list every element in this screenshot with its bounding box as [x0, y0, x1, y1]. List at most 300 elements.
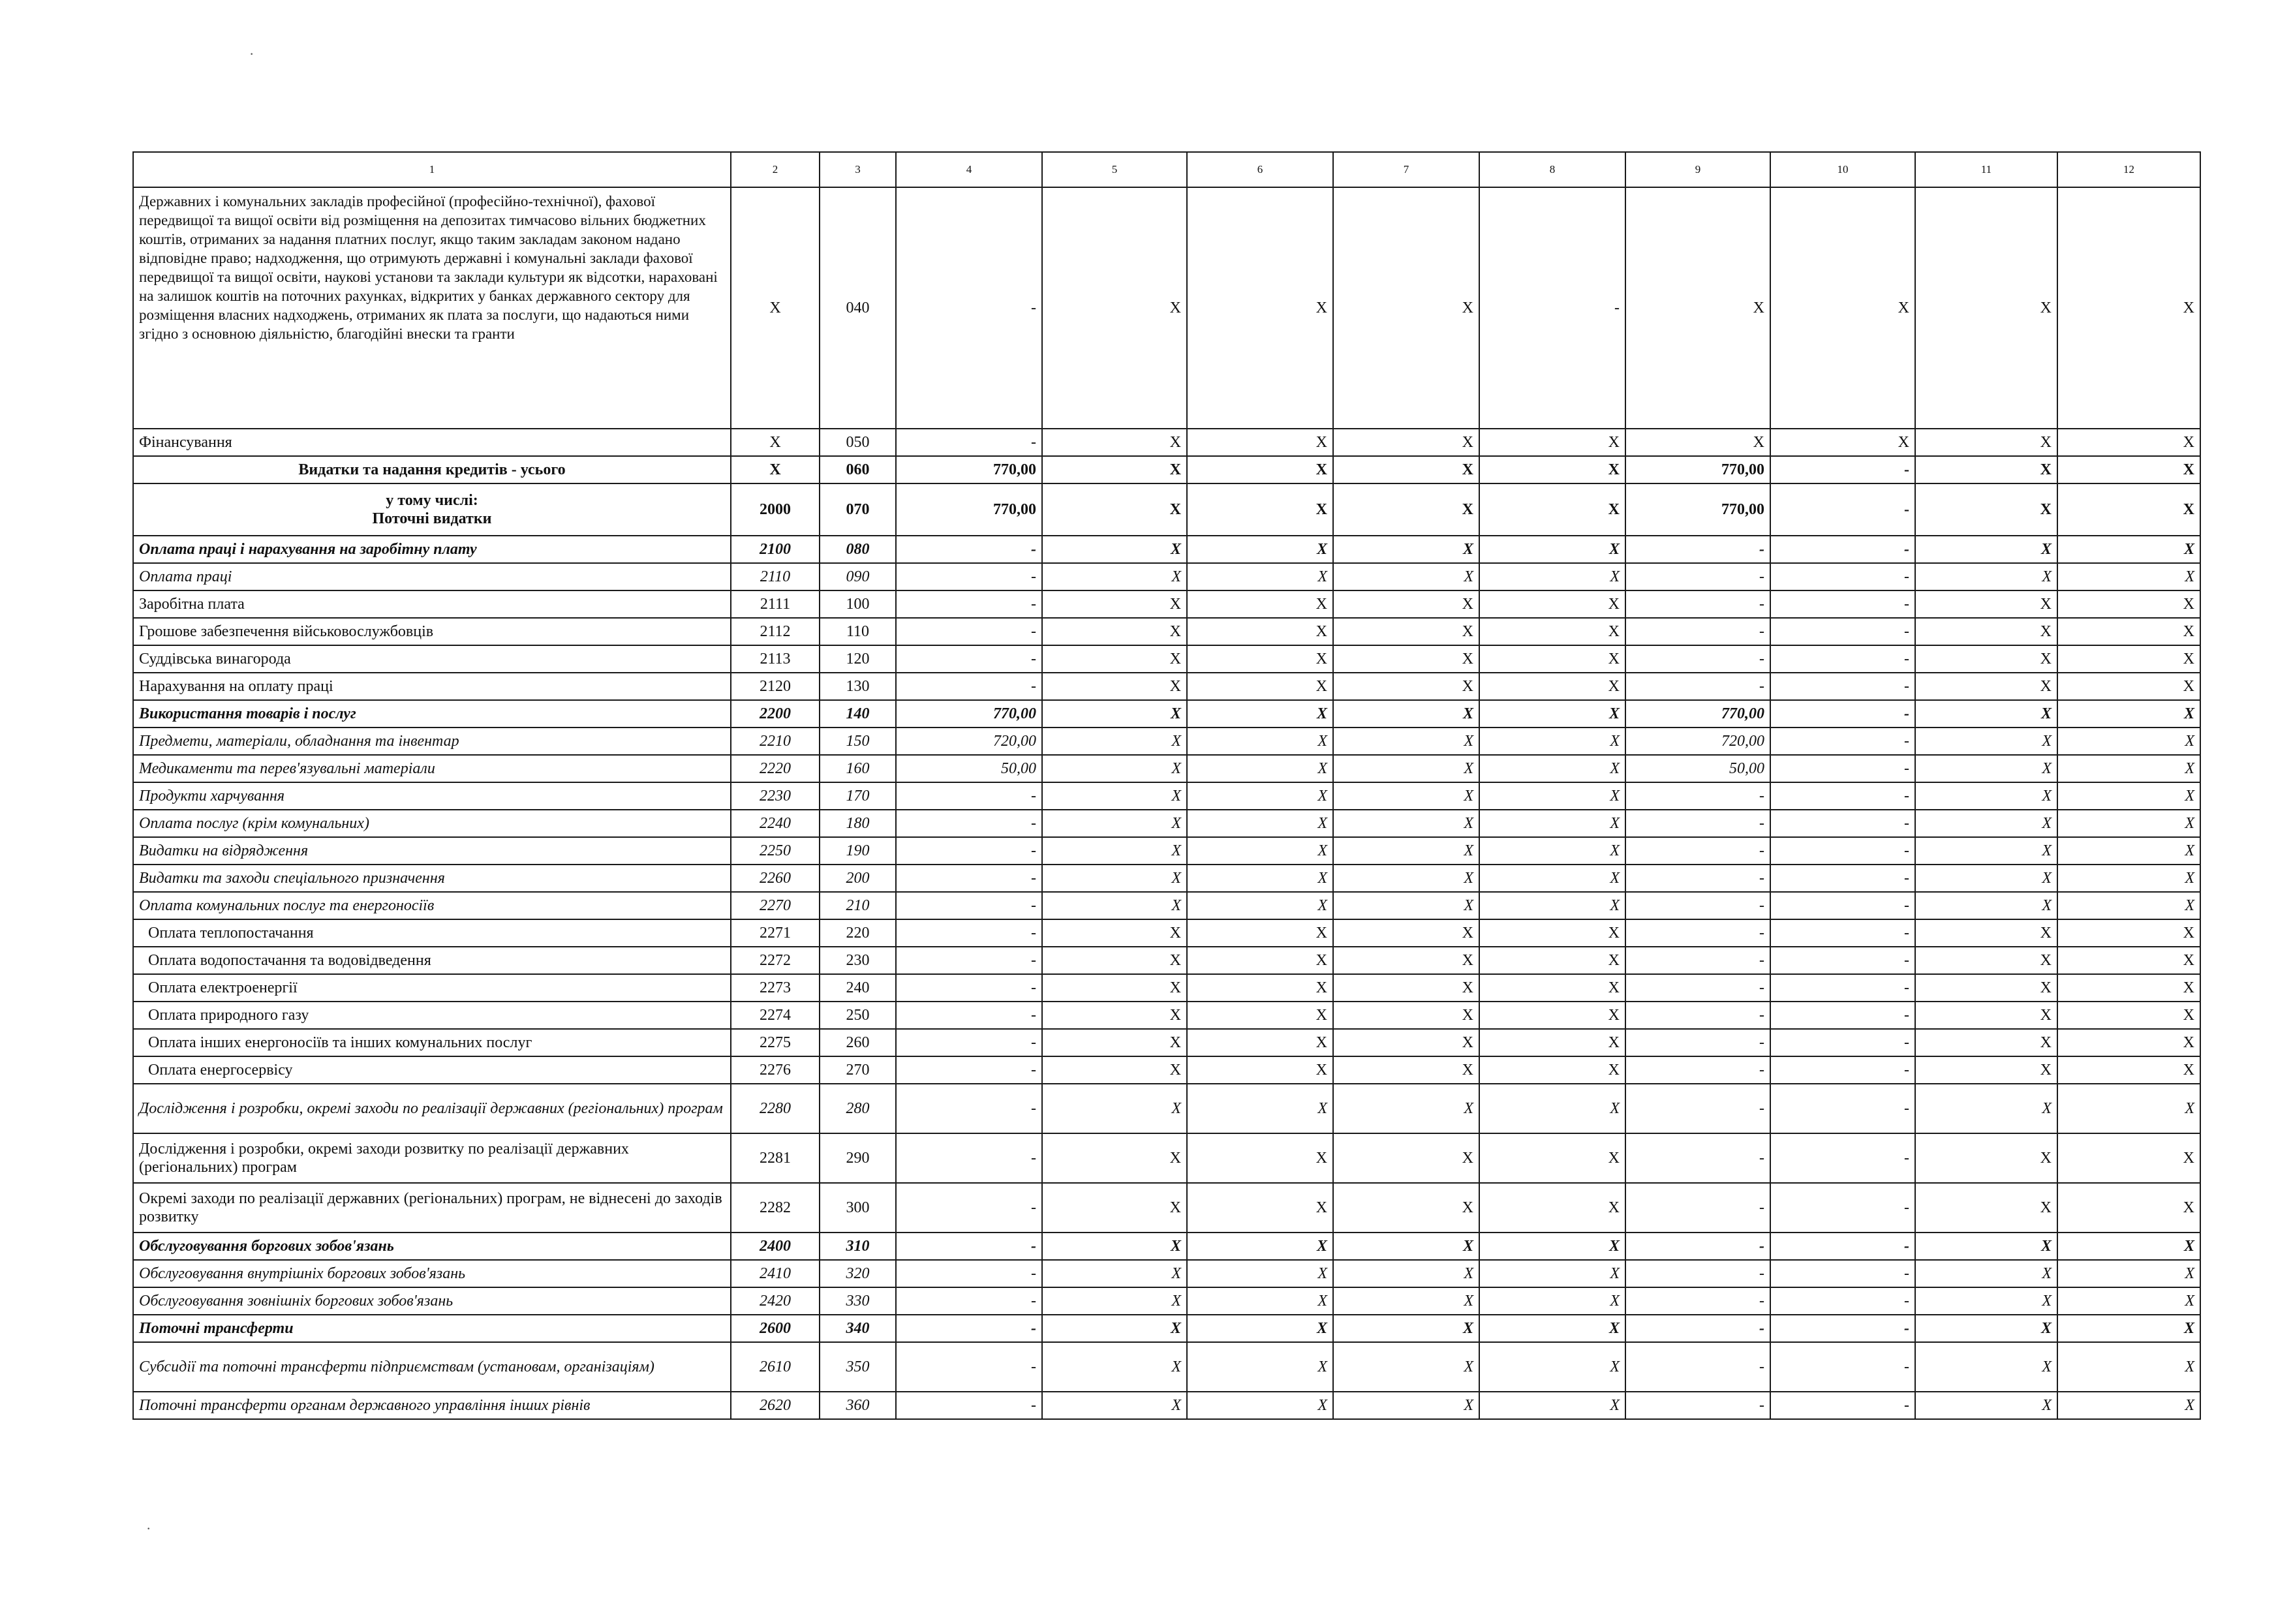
cell-c12: X: [2057, 1133, 2200, 1183]
cell-c8: X: [1479, 483, 1625, 536]
cell-c10: -: [1770, 728, 1915, 755]
cell-c8: X: [1479, 645, 1625, 673]
cell-c6: X: [1187, 892, 1333, 919]
cell-c8: X: [1479, 590, 1625, 618]
cell-c7: X: [1333, 673, 1479, 700]
cell-c11: X: [1915, 728, 2057, 755]
row-name-cell: [133, 187, 731, 429]
cell-code: 2272: [731, 947, 820, 974]
row-name: Оплата праці: [139, 568, 232, 585]
cell-c12: X: [2057, 1029, 2200, 1056]
cell-c9: -: [1625, 1133, 1770, 1183]
cell-line: 120: [820, 645, 896, 673]
cell-code: 2273: [731, 974, 820, 1002]
cell-c11: X: [1915, 618, 2057, 645]
cell-c7: X: [1333, 1002, 1479, 1029]
row-name-cell: [133, 947, 731, 974]
row-name: Медикаменти та перев'язувальні матеріали: [139, 760, 435, 777]
cell-c7: X: [1333, 536, 1479, 563]
cell-c4: -: [896, 1056, 1042, 1084]
cell-c5: X: [1042, 865, 1187, 892]
table-row: [133, 673, 2200, 700]
table-row: [133, 1342, 2200, 1392]
cell-code: X: [731, 429, 820, 456]
cell-line: 130: [820, 673, 896, 700]
cell-c6: X: [1187, 919, 1333, 947]
cell-c7: X: [1333, 837, 1479, 865]
cell-code: 2410: [731, 1260, 820, 1287]
row-name-cell: [133, 563, 731, 590]
cell-c10: -: [1770, 1183, 1915, 1233]
cell-c6: X: [1187, 837, 1333, 865]
cell-line: 250: [820, 1002, 896, 1029]
cell-c10: -: [1770, 483, 1915, 536]
cell-code: 2400: [731, 1233, 820, 1260]
cell-code: 2200: [731, 700, 820, 728]
row-name-cell: [133, 1133, 731, 1183]
cell-c10: -: [1770, 974, 1915, 1002]
cell-c12: X: [2057, 947, 2200, 974]
cell-c5: X: [1042, 456, 1187, 483]
cell-c9: -: [1625, 865, 1770, 892]
cell-c4: -: [896, 1233, 1042, 1260]
cell-line: 230: [820, 947, 896, 974]
cell-c4: -: [896, 536, 1042, 563]
cell-code: 2282: [731, 1183, 820, 1233]
cell-c12: X: [2057, 892, 2200, 919]
cell-c12: X: [2057, 456, 2200, 483]
cell-c4: 770,00: [896, 700, 1042, 728]
cell-line: 140: [820, 700, 896, 728]
cell-c9: 770,00: [1625, 700, 1770, 728]
cell-c12: X: [2057, 810, 2200, 837]
cell-c5: X: [1042, 590, 1187, 618]
table-row: [133, 755, 2200, 782]
cell-c10: -: [1770, 456, 1915, 483]
cell-c4: -: [896, 974, 1042, 1002]
row-name: Оплата праці і нарахування на заробітну плату: [139, 541, 477, 558]
cell-c11: X: [1915, 1342, 2057, 1392]
row-name-cell: [133, 728, 731, 755]
cell-c9: -: [1625, 1233, 1770, 1260]
cell-c8: X: [1479, 1084, 1625, 1133]
table-row: [133, 810, 2200, 837]
table-row: [133, 187, 2200, 429]
cell-line: 150: [820, 728, 896, 755]
cell-c7: X: [1333, 865, 1479, 892]
cell-c11: X: [1915, 429, 2057, 456]
cell-c6: X: [1187, 456, 1333, 483]
header-cell: 5: [1042, 152, 1187, 187]
cell-c10: -: [1770, 673, 1915, 700]
row-name: Оплата комунальних послуг та енергоносіїв: [139, 897, 435, 914]
cell-c5: X: [1042, 618, 1187, 645]
cell-c11: X: [1915, 810, 2057, 837]
cell-c9: -: [1625, 1056, 1770, 1084]
cell-c7: X: [1333, 1287, 1479, 1315]
header-cell: 6: [1187, 152, 1333, 187]
cell-c7: X: [1333, 1183, 1479, 1233]
cell-c10: -: [1770, 1342, 1915, 1392]
cell-c4: -: [896, 919, 1042, 947]
cell-c4: -: [896, 837, 1042, 865]
cell-c7: X: [1333, 563, 1479, 590]
cell-c12: X: [2057, 618, 2200, 645]
table-row: [133, 1029, 2200, 1056]
cell-c5: X: [1042, 728, 1187, 755]
cell-c11: X: [1915, 782, 2057, 810]
cell-c5: X: [1042, 810, 1187, 837]
cell-c4: -: [896, 1287, 1042, 1315]
row-name: Оплата теплопостачання: [148, 925, 314, 942]
table-row: [133, 1315, 2200, 1342]
cell-c10: -: [1770, 590, 1915, 618]
cell-line: 240: [820, 974, 896, 1002]
cell-c11: X: [1915, 536, 2057, 563]
cell-c7: X: [1333, 1084, 1479, 1133]
cell-c9: -: [1625, 974, 1770, 1002]
cell-c8: X: [1479, 837, 1625, 865]
row-name: Оплата електроенергії: [148, 979, 298, 996]
cell-c7: X: [1333, 483, 1479, 536]
row-name: Видатки та заходи спеціального призначення: [139, 870, 445, 887]
header-cell: 4: [896, 152, 1042, 187]
cell-code: 2276: [731, 1056, 820, 1084]
cell-c9: -: [1625, 673, 1770, 700]
row-name-cell: [133, 1084, 731, 1133]
cell-c9: 770,00: [1625, 483, 1770, 536]
cell-code: 2271: [731, 919, 820, 947]
cell-c4: 50,00: [896, 755, 1042, 782]
cell-c6: X: [1187, 1056, 1333, 1084]
row-name-cell: [133, 1315, 731, 1342]
table-row: [133, 618, 2200, 645]
row-name-cell: [133, 536, 731, 563]
cell-c5: X: [1042, 1183, 1187, 1233]
table-row: [133, 1002, 2200, 1029]
cell-code: 2420: [731, 1287, 820, 1315]
cell-c5: X: [1042, 1133, 1187, 1183]
cell-c6: X: [1187, 563, 1333, 590]
cell-c12: X: [2057, 728, 2200, 755]
table-row: [133, 919, 2200, 947]
row-name: Видатки на відрядження: [139, 842, 309, 859]
cell-c7: X: [1333, 892, 1479, 919]
cell-code: 2240: [731, 810, 820, 837]
cell-c10: -: [1770, 1233, 1915, 1260]
cell-c6: X: [1187, 673, 1333, 700]
cell-c5: X: [1042, 1287, 1187, 1315]
row-name: Видатки та надання кредитів - усього: [298, 461, 566, 478]
cell-c8: X: [1479, 1315, 1625, 1342]
cell-c6: X: [1187, 755, 1333, 782]
header-cell: 3: [820, 152, 896, 187]
cell-c12: X: [2057, 1342, 2200, 1392]
cell-c5: X: [1042, 1260, 1187, 1287]
cell-c7: X: [1333, 456, 1479, 483]
cell-c9: 720,00: [1625, 728, 1770, 755]
cell-c6: X: [1187, 536, 1333, 563]
cell-c8: X: [1479, 974, 1625, 1002]
table-row: [133, 563, 2200, 590]
cell-line: 340: [820, 1315, 896, 1342]
cell-c5: X: [1042, 187, 1187, 429]
cell-c7: X: [1333, 782, 1479, 810]
cell-c11: X: [1915, 1315, 2057, 1342]
cell-c11: X: [1915, 1260, 2057, 1287]
cell-c5: X: [1042, 755, 1187, 782]
row-name-cell: [133, 456, 731, 483]
cell-code: 2120: [731, 673, 820, 700]
cell-c9: -: [1625, 1084, 1770, 1133]
table-row: [133, 1287, 2200, 1315]
row-name: Оплата природного газу: [148, 1007, 309, 1024]
cell-line: 070: [820, 483, 896, 536]
cell-c7: X: [1333, 974, 1479, 1002]
cell-c4: -: [896, 1133, 1042, 1183]
row-name-cell: [133, 1287, 731, 1315]
row-name-cell: [133, 618, 731, 645]
cell-c8: X: [1479, 429, 1625, 456]
cell-c4: -: [896, 590, 1042, 618]
cell-c4: 720,00: [896, 728, 1042, 755]
cell-code: 2110: [731, 563, 820, 590]
row-name: Дослідження і розробки, окремі заходи розвитку по реалізації державних (регіональних) програм: [139, 1141, 629, 1176]
table-row: [133, 590, 2200, 618]
row-name-cell: [133, 1342, 731, 1392]
table-row: [133, 782, 2200, 810]
cell-c12: X: [2057, 1287, 2200, 1315]
cell-c8: X: [1479, 810, 1625, 837]
cell-code: 2000: [731, 483, 820, 536]
row-name-cell: [133, 755, 731, 782]
cell-c7: X: [1333, 1233, 1479, 1260]
cell-c4: -: [896, 1002, 1042, 1029]
cell-c5: X: [1042, 1084, 1187, 1133]
cell-c5: X: [1042, 536, 1187, 563]
cell-c5: X: [1042, 947, 1187, 974]
cell-c11: X: [1915, 837, 2057, 865]
cell-line: 270: [820, 1056, 896, 1084]
cell-c12: X: [2057, 1392, 2200, 1419]
row-name: Використання товарів і послуг: [139, 705, 356, 722]
cell-c10: -: [1770, 1056, 1915, 1084]
row-name-cell: [133, 1260, 731, 1287]
table-row: [133, 645, 2200, 673]
cell-c9: X: [1625, 429, 1770, 456]
cell-c8: X: [1479, 673, 1625, 700]
cell-c8: X: [1479, 1029, 1625, 1056]
cell-c8: -: [1479, 187, 1625, 429]
cell-c9: 50,00: [1625, 755, 1770, 782]
row-name-cell: [133, 1002, 731, 1029]
cell-c12: X: [2057, 865, 2200, 892]
cell-c7: X: [1333, 1029, 1479, 1056]
cell-line: 210: [820, 892, 896, 919]
cell-c4: -: [896, 1029, 1042, 1056]
cell-c10: -: [1770, 782, 1915, 810]
row-name-cell: [133, 1029, 731, 1056]
cell-c4: -: [896, 947, 1042, 974]
cell-c8: X: [1479, 618, 1625, 645]
cell-line: 310: [820, 1233, 896, 1260]
cell-code: 2112: [731, 618, 820, 645]
row-name-cell: [133, 1056, 731, 1084]
table-row: [133, 837, 2200, 865]
cell-c7: X: [1333, 618, 1479, 645]
cell-c4: -: [896, 892, 1042, 919]
cell-c4: 770,00: [896, 456, 1042, 483]
cell-c4: -: [896, 1084, 1042, 1133]
cell-c8: X: [1479, 892, 1625, 919]
row-name-cell: [133, 645, 731, 673]
cell-c5: X: [1042, 1233, 1187, 1260]
cell-c10: -: [1770, 755, 1915, 782]
cell-c4: -: [896, 1315, 1042, 1342]
row-name-cell: [133, 483, 731, 536]
scan-speck: ·: [249, 46, 254, 62]
table-row: [133, 483, 2200, 536]
cell-c6: X: [1187, 1002, 1333, 1029]
cell-c9: -: [1625, 837, 1770, 865]
cell-c5: X: [1042, 700, 1187, 728]
cell-c8: X: [1479, 782, 1625, 810]
table-row: [133, 1133, 2200, 1183]
cell-c5: X: [1042, 892, 1187, 919]
cell-c5: X: [1042, 1056, 1187, 1084]
cell-c8: X: [1479, 728, 1625, 755]
cell-c12: X: [2057, 1056, 2200, 1084]
cell-c9: -: [1625, 563, 1770, 590]
row-name-cell: [133, 1392, 731, 1419]
cell-code: 2111: [731, 590, 820, 618]
row-name: Фінансування: [139, 434, 232, 451]
cell-c11: X: [1915, 947, 2057, 974]
cell-c9: -: [1625, 892, 1770, 919]
cell-c4: -: [896, 187, 1042, 429]
cell-c10: X: [1770, 429, 1915, 456]
cell-c12: X: [2057, 429, 2200, 456]
cell-c11: X: [1915, 590, 2057, 618]
cell-c11: X: [1915, 563, 2057, 590]
cell-c8: X: [1479, 1287, 1625, 1315]
cell-c5: X: [1042, 919, 1187, 947]
cell-c7: X: [1333, 429, 1479, 456]
row-name-cell: [133, 1183, 731, 1233]
row-name: у тому числі:: [386, 492, 478, 509]
cell-line: 080: [820, 536, 896, 563]
row-name: Суддівська винагорода: [139, 651, 291, 667]
cell-c6: X: [1187, 700, 1333, 728]
cell-line: 360: [820, 1392, 896, 1419]
cell-c10: -: [1770, 810, 1915, 837]
cell-c7: X: [1333, 1133, 1479, 1183]
cell-c11: X: [1915, 187, 2057, 429]
cell-c11: X: [1915, 1233, 2057, 1260]
row-name: Продукти харчування: [139, 788, 285, 804]
cell-c10: -: [1770, 536, 1915, 563]
cell-code: 2275: [731, 1029, 820, 1056]
cell-line: 200: [820, 865, 896, 892]
cell-c7: X: [1333, 919, 1479, 947]
cell-c12: X: [2057, 536, 2200, 563]
cell-c10: -: [1770, 865, 1915, 892]
row-name: Обслуговування боргових зобов'язань: [139, 1238, 394, 1255]
cell-c4: -: [896, 673, 1042, 700]
cell-c12: X: [2057, 590, 2200, 618]
cell-c12: X: [2057, 187, 2200, 429]
header-cell: 7: [1333, 152, 1479, 187]
row-name: Оплата послуг (крім комунальних): [139, 815, 369, 832]
cell-code: 2620: [731, 1392, 820, 1419]
cell-c7: X: [1333, 1342, 1479, 1392]
cell-line: 100: [820, 590, 896, 618]
cell-code: 2250: [731, 837, 820, 865]
cell-c10: -: [1770, 1029, 1915, 1056]
cell-c6: X: [1187, 947, 1333, 974]
cell-c6: X: [1187, 1287, 1333, 1315]
cell-c10: -: [1770, 618, 1915, 645]
table-row: [133, 974, 2200, 1002]
cell-c4: -: [896, 1183, 1042, 1233]
row-name-cell: [133, 810, 731, 837]
row-name: Державних і комунальних закладів професійної (професійно-технічної), фахової передвищої та вищої освіти від розміщення на депозитах тимчасово вільних бюджетних коштів, отриманих за надання платних послуг, якщо таким закладам законом надано відповідне право; надходження, що отримують державні і комунальні заклади фахової передвищої та вищої освіти, наукові установи та заклади культури як відсотки, нараховані на залишок коштів на поточних рахунках, відкритих у банках державного сектору для розміщення власних надходжень, отриманих як плата за послуги, що надаються ними згідно з основною діяльністю, благодійні внески та гранти: [139, 193, 718, 342]
scan-speck: ·: [146, 1520, 151, 1537]
cell-c12: X: [2057, 673, 2200, 700]
cell-c4: -: [896, 429, 1042, 456]
cell-c9: -: [1625, 1392, 1770, 1419]
cell-c10: -: [1770, 892, 1915, 919]
cell-c12: X: [2057, 1260, 2200, 1287]
header-cell: 9: [1625, 152, 1770, 187]
cell-c8: X: [1479, 865, 1625, 892]
header-cell: 8: [1479, 152, 1625, 187]
cell-c12: X: [2057, 563, 2200, 590]
cell-c6: X: [1187, 782, 1333, 810]
cell-c7: X: [1333, 187, 1479, 429]
cell-c7: X: [1333, 728, 1479, 755]
cell-c9: -: [1625, 1287, 1770, 1315]
table-row: [133, 865, 2200, 892]
row-name-cell: [133, 590, 731, 618]
cell-c4: 770,00: [896, 483, 1042, 536]
cell-c9: -: [1625, 782, 1770, 810]
row-name: Дослідження і розробки, окремі заходи по реалізації державних (регіональних) програм: [139, 1100, 723, 1117]
cell-c12: X: [2057, 1315, 2200, 1342]
cell-code: X: [731, 456, 820, 483]
cell-c11: X: [1915, 1002, 2057, 1029]
cell-c8: X: [1479, 1133, 1625, 1183]
cell-c12: X: [2057, 1183, 2200, 1233]
cell-c8: X: [1479, 456, 1625, 483]
cell-c7: X: [1333, 645, 1479, 673]
table-body: [133, 187, 2200, 1419]
cell-c6: X: [1187, 1233, 1333, 1260]
cell-c9: -: [1625, 810, 1770, 837]
cell-c4: -: [896, 810, 1042, 837]
cell-c11: X: [1915, 1029, 2057, 1056]
cell-code: 2210: [731, 728, 820, 755]
cell-c5: X: [1042, 974, 1187, 1002]
cell-c9: -: [1625, 590, 1770, 618]
row-name: Предмети, матеріали, обладнання та інвентар: [139, 733, 459, 750]
row-name: Обслуговування внутрішніх боргових зобов'язань: [139, 1265, 466, 1282]
row-name-cell: [133, 673, 731, 700]
cell-c6: X: [1187, 1084, 1333, 1133]
cell-c6: X: [1187, 1342, 1333, 1392]
cell-c4: -: [896, 865, 1042, 892]
cell-c10: X: [1770, 187, 1915, 429]
